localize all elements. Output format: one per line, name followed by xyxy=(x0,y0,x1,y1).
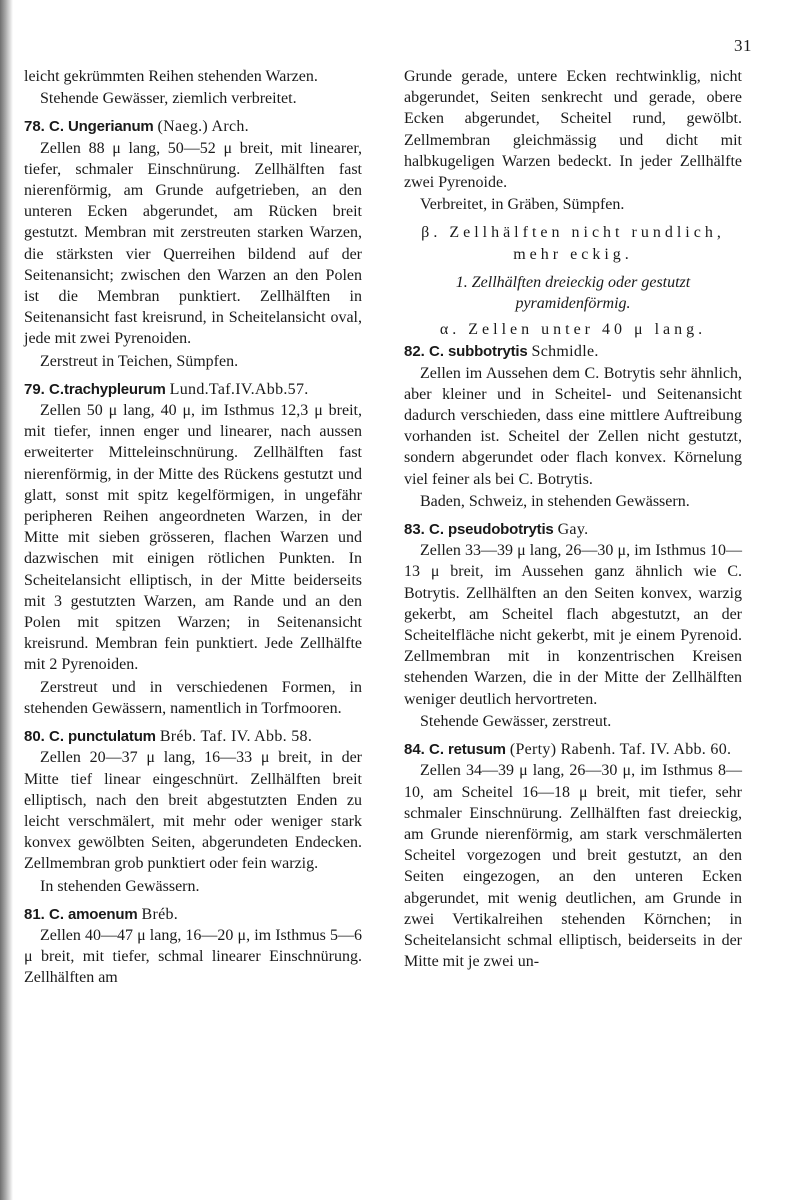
habitat-note: Verbreitet, in Gräben, Sümpfen. xyxy=(420,196,625,214)
species-number: 79. C. xyxy=(24,380,65,398)
species-authority: Bréb. Taf. IV. Abb. 58. xyxy=(159,728,313,746)
species-number: 82. C. xyxy=(404,343,445,361)
section-heading-alpha: α. Zellen unter 40 μ lang. xyxy=(439,321,707,339)
continued-text: Grunde gerade, untere Ecken rechtwinklig, nicht abgerundet, Seiten senkrecht und gerade, obere Ecken abgerundet, Scheitel rund, gewölbt. Zellmembran gleichmässig und dicht mit halbkugeligen Warzen bedeckt. In jeder Zellhälfte zwei Pyrenoide. xyxy=(404,68,742,192)
species-description: Zellen 20—37 μ lang, 16—33 μ breit, in der Mitte tief linear eingeschnürt. Zellhälften breit elliptisch, nach den breit abgestutzten Enden zu leicht verschmälert, mit mehr oder weniger stark konvex gewölbten Seiten, abgerundeten Endecken. Zellmembran grob punktiert oder fein warzig. xyxy=(24,749,362,873)
species-heading-80 xyxy=(24,726,362,747)
species-name: subbotrytis xyxy=(448,343,528,361)
species-heading-79 xyxy=(24,379,362,400)
species-authority: Lund.Taf.IV.Abb.57. xyxy=(169,380,309,398)
species-name: pseudobotrytis xyxy=(448,521,554,539)
species-authority: Schmidle. xyxy=(531,343,599,361)
species-number: 80. C. xyxy=(24,728,65,746)
species-description: Zellen 40—47 μ lang, 16—20 μ, im Isthmus 5—6 μ breit, mit tiefer, schmal linearer Einschnürung. Zellhälften am xyxy=(24,926,362,987)
habitat-note: Baden, Schweiz, in stehenden Gewässern. xyxy=(420,492,690,510)
species-heading-82 xyxy=(404,341,742,362)
habitat-note: Zerstreut in Teichen, Sümpfen. xyxy=(40,352,239,370)
section-heading-1: 1. Zellhälften dreieckig oder gestutzt pyramidenförmig. xyxy=(455,273,691,313)
species-description: Zellen 88 μ lang, 50—52 μ breit, mit linearer, tiefer, schmaler Einschnürung. Zellhälften fast nierenförmig, am Grunde aufgetrieben, an den unteren Ecken abgerundet, am Rücken breit gestutzt. Membran mit zerstreuten starken Warzen, die stärksten vier Querreihen bildend auf der Seitenansicht; zwischen den Warzen an den Polen ist die Membran punktiert. Zellhälften in Seitenansicht fast kreisrund, in Scheitelansicht oval, jede mit zwei Pyrenoiden. xyxy=(24,139,362,348)
species-name: retusum xyxy=(448,741,506,759)
species-name: punctulatum xyxy=(68,728,156,746)
habitat-note: Zerstreut und in verschiedenen Formen, in stehenden Gewässern, namentlich in Torfmooren. xyxy=(24,678,362,717)
species-authority: Bréb. xyxy=(141,905,179,923)
page-gutter-shadow xyxy=(0,0,13,1200)
species-heading-84 xyxy=(404,739,742,760)
section-heading-beta: β. Zellhälften nicht rundlich, mehr eckig. xyxy=(421,224,725,263)
species-number: 78. C. xyxy=(24,118,65,136)
species-description: Zellen im Aussehen dem C. Botrytis sehr ähnlich, aber kleiner und in Scheitel- und Seitenansicht dadurch verschieden, dass eine mittlere Auftreibung vorhanden ist. Scheitel der Zellen nicht gestutzt, sondern abgerundet oder flach konvex. Körnelung viel feiner als bei C. Botrytis. xyxy=(404,364,742,488)
species-description: Zellen 33—39 μ lang, 26—30 μ, im Isthmus 10—13 μ breit, im Aussehen ganz ähnlich wie C. Botrytis. Zellhälften an den Seiten konvex, warzig gekerbt, am Scheitel flach abgestutzt, an der Scheitelfläche nicht gekerbt, mit je einem Pyrenoid. Zellmembran mit in konzentrischen Kreisen stehenden Warzen, die in der Mitte der Zellhälften weniger deutlich hervortreten. xyxy=(404,542,742,708)
species-name: trachypleurum xyxy=(64,380,166,398)
continued-text: leicht gekrümmten Reihen stehenden Warzen. xyxy=(24,68,318,85)
species-name: Ungerianum xyxy=(68,118,154,136)
species-description: Zellen 50 μ lang, 40 μ, im Isthmus 12,3 μ breit, mit tiefer, innen enger und linearer, nach aussen erweiterter Mitteleinschnürung. Zellhälften fast nierenförmig, in der Mitte des Rückens gestutzt und glatt, sonst mit spitz kegelförmigen, in ungefähr peripheren Reihen angeordneten Warzen, in der Mitte mit sieben grösseren, flachen Warzen und dazwischen mit einigen rötlichen Punkten. In Scheitelansicht elliptisch, in der Mitte beiderseits mit 3 gestutzten Warzen, am Rande und an den Polen mit spitzen Warzen; in Seitenansicht kreisrund. Membran fein punktiert. Jede Zellhälfte mit 2 Pyrenoiden. xyxy=(24,402,362,674)
species-authority: Gay. xyxy=(557,521,589,539)
species-name: amoenum xyxy=(68,905,138,923)
species-heading-83 xyxy=(404,519,742,540)
habitat-note: Stehende Gewässer, ziemlich verbreitet. xyxy=(40,90,297,108)
species-heading-78 xyxy=(24,116,362,137)
species-authority: (Naeg.) Arch. xyxy=(157,118,249,136)
left-column xyxy=(24,66,362,989)
species-number: 83. C. xyxy=(404,521,445,539)
habitat-note: Stehende Gewässer, zerstreut. xyxy=(420,712,612,730)
species-authority: (Perty) Rabenh. Taf. IV. Abb. 60. xyxy=(509,741,732,759)
right-column xyxy=(404,66,742,972)
species-number: 81. C. xyxy=(24,905,65,923)
species-heading-81 xyxy=(24,904,362,925)
habitat-note: In stehenden Gewässern. xyxy=(40,877,200,895)
species-description: Zellen 34—39 μ lang, 26—30 μ, im Isthmus 8—10, am Scheitel 16—18 μ breit, mit tiefer, sehr schmaler Einschnürung. Zellhälften fast dreieckig, am Grunde nierenförmig, am stark verschmälerten Scheitel vorgezogen und breit gestutzt, an den Seiten eingezogen, an den unteren Ecken abgerundet, mit wenig deutlichen, am Grunde in zwei Vertikalreihen stehenden Körnchen; in Scheitelansicht schmal elliptisch, beiderseits in der Mitte mit je zwei un- xyxy=(404,762,742,971)
page-number: 31 xyxy=(734,36,752,55)
species-number: 84. C. xyxy=(404,741,445,759)
